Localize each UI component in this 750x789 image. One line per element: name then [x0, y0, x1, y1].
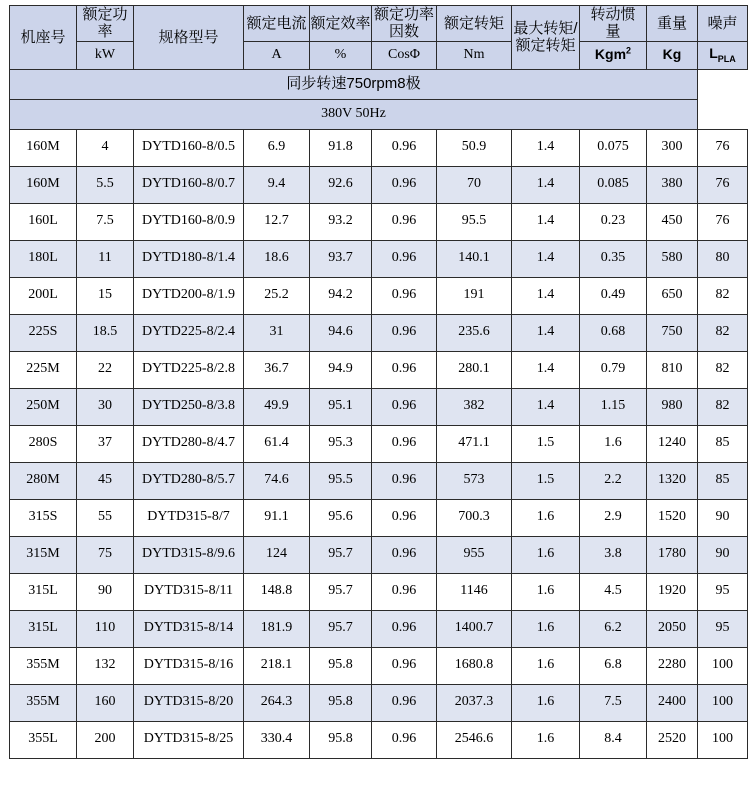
cell-torque-ratio: 1.6 — [512, 536, 580, 573]
cell-inertia: 0.49 — [580, 277, 647, 314]
cell-noise: 76 — [698, 203, 748, 240]
cell-power: 160 — [77, 684, 134, 721]
col-unit-power-factor: CosΦ — [372, 41, 437, 69]
cell-frame: 355L — [10, 721, 77, 758]
cell-model: DYTD225-8/2.4 — [134, 314, 244, 351]
cell-noise: 82 — [698, 314, 748, 351]
cell-power-factor: 0.96 — [372, 684, 437, 721]
cell-torque: 471.1 — [437, 425, 512, 462]
cell-torque-ratio: 1.4 — [512, 129, 580, 166]
cell-current: 181.9 — [244, 610, 310, 647]
cell-weight: 650 — [647, 277, 698, 314]
cell-current: 6.9 — [244, 129, 310, 166]
cell-model: DYTD280-8/4.7 — [134, 425, 244, 462]
cell-power: 200 — [77, 721, 134, 758]
cell-noise: 95 — [698, 610, 748, 647]
cell-power: 45 — [77, 462, 134, 499]
cell-weight: 1780 — [647, 536, 698, 573]
cell-noise: 82 — [698, 351, 748, 388]
cell-model: DYTD315-8/7 — [134, 499, 244, 536]
table-row — [10, 573, 748, 610]
cell-power: 30 — [77, 388, 134, 425]
cell-weight: 750 — [647, 314, 698, 351]
cell-weight: 2520 — [647, 721, 698, 758]
cell-frame: 315L — [10, 573, 77, 610]
cell-weight: 300 — [647, 129, 698, 166]
cell-frame: 280M — [10, 462, 77, 499]
cell-model: DYTD280-8/5.7 — [134, 462, 244, 499]
cell-torque-ratio: 1.5 — [512, 425, 580, 462]
cell-power-factor: 0.96 — [372, 536, 437, 573]
cell-frame: 160M — [10, 129, 77, 166]
cell-weight: 580 — [647, 240, 698, 277]
cell-torque: 50.9 — [437, 129, 512, 166]
cell-inertia: 0.79 — [580, 351, 647, 388]
cell-efficiency: 92.6 — [310, 166, 372, 203]
cell-torque: 70 — [437, 166, 512, 203]
cell-weight: 1520 — [647, 499, 698, 536]
cell-power-factor: 0.96 — [372, 240, 437, 277]
header-row-units — [10, 41, 748, 69]
cell-current: 49.9 — [244, 388, 310, 425]
cell-weight: 810 — [647, 351, 698, 388]
table-row — [10, 425, 748, 462]
cell-efficiency: 95.7 — [310, 536, 372, 573]
cell-frame: 315M — [10, 536, 77, 573]
cell-frame: 280S — [10, 425, 77, 462]
cell-power: 110 — [77, 610, 134, 647]
cell-power-factor: 0.96 — [372, 425, 437, 462]
cell-model: DYTD160-8/0.9 — [134, 203, 244, 240]
cell-efficiency: 93.7 — [310, 240, 372, 277]
col-unit-noise: $L_{PLA}$ — [698, 41, 748, 69]
cell-weight: 1320 — [647, 462, 698, 499]
cell-inertia: 0.075 — [580, 129, 647, 166]
cell-power: 37 — [77, 425, 134, 462]
cell-model: DYTD250-8/3.8 — [134, 388, 244, 425]
cell-power-factor: 0.96 — [372, 129, 437, 166]
col-title-current: 额定电流 — [244, 6, 310, 42]
cell-torque-ratio: 1.4 — [512, 388, 580, 425]
cell-current: 61.4 — [244, 425, 310, 462]
cell-noise: 90 — [698, 499, 748, 536]
cell-weight: 2280 — [647, 647, 698, 684]
band-title-speed: 同步转速750rpm8极 — [10, 69, 698, 99]
cell-efficiency: 95.1 — [310, 388, 372, 425]
header-row-titles — [10, 6, 748, 42]
cell-power-factor: 0.96 — [372, 647, 437, 684]
cell-model: DYTD160-8/0.7 — [134, 166, 244, 203]
cell-power-factor: 0.96 — [372, 388, 437, 425]
col-title-weight: 重量 — [647, 6, 698, 42]
cell-inertia: 0.35 — [580, 240, 647, 277]
table-row — [10, 277, 748, 314]
cell-efficiency: 94.6 — [310, 314, 372, 351]
cell-inertia: 0.68 — [580, 314, 647, 351]
cell-torque-ratio: 1.6 — [512, 610, 580, 647]
cell-torque: 95.5 — [437, 203, 512, 240]
cell-torque: 573 — [437, 462, 512, 499]
cell-efficiency: 94.9 — [310, 351, 372, 388]
cell-inertia: 1.15 — [580, 388, 647, 425]
cell-efficiency: 95.8 — [310, 721, 372, 758]
cell-weight: 1240 — [647, 425, 698, 462]
table-row — [10, 129, 748, 166]
cell-model: DYTD315-8/9.6 — [134, 536, 244, 573]
cell-current: 25.2 — [244, 277, 310, 314]
table-row — [10, 166, 748, 203]
table-row — [10, 240, 748, 277]
col-title-efficiency: 额定效率 — [310, 6, 372, 42]
cell-torque: 700.3 — [437, 499, 512, 536]
cell-inertia: 3.8 — [580, 536, 647, 573]
cell-torque-ratio: 1.5 — [512, 462, 580, 499]
col-title-power: 额定功率 — [77, 6, 134, 42]
cell-current: 74.6 — [244, 462, 310, 499]
cell-torque: 2037.3 — [437, 684, 512, 721]
cell-efficiency: 93.2 — [310, 203, 372, 240]
cell-weight: 1920 — [647, 573, 698, 610]
cell-model: DYTD315-8/25 — [134, 721, 244, 758]
cell-noise: 82 — [698, 277, 748, 314]
cell-model: DYTD160-8/0.5 — [134, 129, 244, 166]
band-title-voltage: 380V 50Hz — [10, 99, 698, 129]
cell-torque: 280.1 — [437, 351, 512, 388]
col-unit-efficiency: % — [310, 41, 372, 69]
cell-torque: 955 — [437, 536, 512, 573]
cell-frame: 160M — [10, 166, 77, 203]
cell-power-factor: 0.96 — [372, 166, 437, 203]
cell-frame: 250M — [10, 388, 77, 425]
cell-weight: 380 — [647, 166, 698, 203]
cell-frame: 225S — [10, 314, 77, 351]
cell-model: DYTD315-8/20 — [134, 684, 244, 721]
cell-weight: 980 — [647, 388, 698, 425]
cell-efficiency: 95.6 — [310, 499, 372, 536]
corner-frame-label: 机座号 — [10, 6, 77, 70]
cell-current: 36.7 — [244, 351, 310, 388]
cell-current: 264.3 — [244, 684, 310, 721]
cell-power-factor: 0.96 — [372, 462, 437, 499]
cell-current: 9.4 — [244, 166, 310, 203]
table-row — [10, 462, 748, 499]
cell-power-factor: 0.96 — [372, 721, 437, 758]
cell-efficiency: 95.8 — [310, 684, 372, 721]
cell-torque: 1680.8 — [437, 647, 512, 684]
cell-noise: 100 — [698, 721, 748, 758]
cell-model: DYTD200-8/1.9 — [134, 277, 244, 314]
cell-inertia: 2.9 — [580, 499, 647, 536]
cell-power-factor: 0.96 — [372, 314, 437, 351]
cell-noise: 85 — [698, 462, 748, 499]
cell-noise: 100 — [698, 684, 748, 721]
cell-power: 4 — [77, 129, 134, 166]
cell-frame: 160L — [10, 203, 77, 240]
table-row — [10, 647, 748, 684]
cell-noise: 80 — [698, 240, 748, 277]
cell-power-factor: 0.96 — [372, 573, 437, 610]
cell-noise: 85 — [698, 425, 748, 462]
cell-efficiency: 95.3 — [310, 425, 372, 462]
cell-weight: 450 — [647, 203, 698, 240]
cell-power: 132 — [77, 647, 134, 684]
cell-torque-ratio: 1.6 — [512, 573, 580, 610]
cell-noise: 82 — [698, 388, 748, 425]
cell-inertia: 6.2 — [580, 610, 647, 647]
cell-noise: 76 — [698, 129, 748, 166]
cell-power-factor: 0.96 — [372, 610, 437, 647]
cell-current: 12.7 — [244, 203, 310, 240]
cell-frame: 200L — [10, 277, 77, 314]
cell-weight: 2400 — [647, 684, 698, 721]
cell-torque: 1146 — [437, 573, 512, 610]
cell-frame: 315L — [10, 610, 77, 647]
cell-torque: 191 — [437, 277, 512, 314]
table-row — [10, 388, 748, 425]
cell-torque: 1400.7 — [437, 610, 512, 647]
cell-torque-ratio: 1.4 — [512, 277, 580, 314]
cell-current: 330.4 — [244, 721, 310, 758]
cell-current: 18.6 — [244, 240, 310, 277]
cell-model: DYTD180-8/1.4 — [134, 240, 244, 277]
cell-torque-ratio: 1.6 — [512, 499, 580, 536]
cell-noise: 100 — [698, 647, 748, 684]
cell-torque-ratio: 1.6 — [512, 684, 580, 721]
cell-torque-ratio: 1.4 — [512, 351, 580, 388]
cell-inertia: 0.23 — [580, 203, 647, 240]
cell-power: 22 — [77, 351, 134, 388]
cell-power: 18.5 — [77, 314, 134, 351]
cell-torque-ratio: 1.4 — [512, 240, 580, 277]
cell-frame: 355M — [10, 647, 77, 684]
cell-power-factor: 0.96 — [372, 499, 437, 536]
cell-torque: 382 — [437, 388, 512, 425]
cell-torque: 140.1 — [437, 240, 512, 277]
cell-power-factor: 0.96 — [372, 203, 437, 240]
cell-noise: 90 — [698, 536, 748, 573]
table-row — [10, 684, 748, 721]
col-title-power-factor: 额定功率 因数 — [372, 6, 437, 42]
table-row — [10, 203, 748, 240]
table-row — [10, 351, 748, 388]
cell-efficiency: 95.8 — [310, 647, 372, 684]
cell-inertia: 1.6 — [580, 425, 647, 462]
cell-power: 11 — [77, 240, 134, 277]
cell-power: 75 — [77, 536, 134, 573]
cell-torque-ratio: 1.6 — [512, 647, 580, 684]
table-row — [10, 536, 748, 573]
cell-efficiency: 94.2 — [310, 277, 372, 314]
band-row-speed — [10, 69, 748, 99]
cell-efficiency: 95.7 — [310, 610, 372, 647]
cell-inertia: 2.2 — [580, 462, 647, 499]
table-row — [10, 314, 748, 351]
cell-model: DYTD315-8/16 — [134, 647, 244, 684]
cell-torque: 235.6 — [437, 314, 512, 351]
cell-torque-ratio: 1.6 — [512, 721, 580, 758]
table-row — [10, 499, 748, 536]
cell-efficiency: 95.7 — [310, 573, 372, 610]
cell-power: 90 — [77, 573, 134, 610]
cell-current: 124 — [244, 536, 310, 573]
cell-power: 7.5 — [77, 203, 134, 240]
cell-inertia: 7.5 — [580, 684, 647, 721]
cell-inertia: 0.085 — [580, 166, 647, 203]
cell-noise: 95 — [698, 573, 748, 610]
band-row-voltage — [10, 99, 748, 129]
cell-model: DYTD315-8/11 — [134, 573, 244, 610]
cell-frame: 180L — [10, 240, 77, 277]
cell-current: 31 — [244, 314, 310, 351]
col-title-torque: 额定转矩 — [437, 6, 512, 42]
col-unit-current: A — [244, 41, 310, 69]
col-title-inertia: 转动惯 量 — [580, 6, 647, 42]
cell-frame: 315S — [10, 499, 77, 536]
col-unit-inertia: Kgm$^2$ — [580, 41, 647, 69]
cell-power: 55 — [77, 499, 134, 536]
col-unit-power: kW — [77, 41, 134, 69]
cell-efficiency: 95.5 — [310, 462, 372, 499]
cell-torque-ratio: 1.4 — [512, 314, 580, 351]
cell-weight: 2050 — [647, 610, 698, 647]
table-row — [10, 610, 748, 647]
cell-inertia: 8.4 — [580, 721, 647, 758]
cell-current: 148.8 — [244, 573, 310, 610]
cell-power: 5.5 — [77, 166, 134, 203]
col-unit-torque: Nm — [437, 41, 512, 69]
motor-spec-table — [9, 5, 748, 759]
col-title-torque-ratio: 最大转矩/ 额定转矩 — [512, 6, 580, 70]
col-title-model: 规格型号 — [134, 6, 244, 70]
cell-frame: 225M — [10, 351, 77, 388]
col-title-noise: 噪声 — [698, 6, 748, 42]
cell-inertia: 6.8 — [580, 647, 647, 684]
cell-model: DYTD225-8/2.8 — [134, 351, 244, 388]
cell-inertia: 4.5 — [580, 573, 647, 610]
cell-power-factor: 0.96 — [372, 277, 437, 314]
cell-noise: 76 — [698, 166, 748, 203]
cell-efficiency: 91.8 — [310, 129, 372, 166]
cell-torque-ratio: 1.4 — [512, 203, 580, 240]
cell-current: 218.1 — [244, 647, 310, 684]
table-row — [10, 721, 748, 758]
cell-torque-ratio: 1.4 — [512, 166, 580, 203]
cell-torque: 2546.6 — [437, 721, 512, 758]
cell-current: 91.1 — [244, 499, 310, 536]
col-unit-weight: Kg — [647, 41, 698, 69]
cell-frame: 355M — [10, 684, 77, 721]
cell-model: DYTD315-8/14 — [134, 610, 244, 647]
cell-power: 15 — [77, 277, 134, 314]
cell-power-factor: 0.96 — [372, 351, 437, 388]
